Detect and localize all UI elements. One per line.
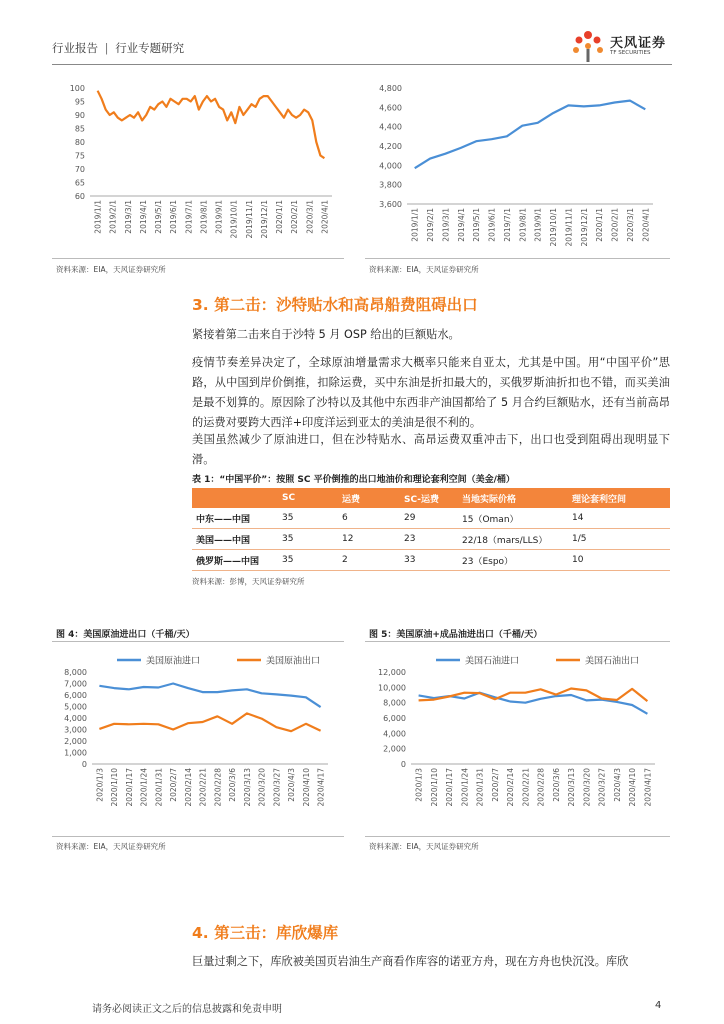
table-cell: 1/5: [568, 529, 670, 550]
x-tick-label: 2020/2/7: [490, 768, 500, 802]
company-logo: [568, 28, 678, 64]
x-tick-label: 2020/1/10: [429, 768, 439, 807]
legend-label: 美国石油进口: [465, 656, 520, 667]
x-tick-label: 2020/1/17: [445, 768, 455, 807]
logo-name-en: TF SECURITIES: [610, 50, 651, 56]
x-tick-label: 2020/1/3: [414, 768, 424, 802]
y-tick-label: 4,000: [64, 714, 87, 723]
logo-name-cn: 天风证券: [610, 36, 667, 51]
header-divider: |: [104, 41, 109, 55]
x-tick-label: 2019/11/1: [244, 200, 254, 239]
table-cell: 中东——中国: [192, 508, 278, 529]
source-note: 资料来源：彭博，天风证券研究所: [192, 577, 305, 586]
x-tick-label: 2020/3/6: [228, 768, 238, 802]
x-tick-label: 2020/2/21: [198, 768, 208, 807]
x-tick-label: 2019/5/1: [472, 208, 482, 242]
source-note: 资料来源：EIA，天风证券研究所: [56, 265, 166, 274]
x-tick-label: 2019/2/1: [426, 208, 436, 242]
x-tick-label: 2019/8/1: [518, 208, 528, 242]
y-tick-label: 70: [74, 165, 85, 174]
x-tick-label: 2020/4/1: [320, 200, 330, 234]
x-tick-label: 2019/3/1: [441, 208, 451, 242]
x-tick-label: 2020/1/31: [154, 768, 164, 807]
header-right: 行业专题研究: [115, 41, 185, 55]
x-tick-label: 2019/9/1: [533, 208, 543, 242]
y-tick-label: 2,000: [383, 744, 406, 754]
y-tick-label: 4,800: [379, 84, 402, 93]
series-line: [99, 684, 320, 708]
x-tick-label: 2020/4/3: [287, 768, 297, 802]
table-row: [192, 529, 670, 550]
x-tick-label: 2020/2/7: [169, 768, 179, 802]
x-tick-label: 2019/10/1: [549, 208, 559, 247]
y-tick-label: 4,000: [383, 729, 406, 739]
series-line: [98, 91, 325, 159]
y-tick-label: 8,000: [64, 668, 87, 677]
header-left: 行业报告: [52, 41, 98, 55]
y-tick-label: 6,000: [64, 691, 87, 700]
series-line: [99, 713, 320, 731]
table-cell: 23（Espo）: [458, 550, 568, 571]
table-row: [192, 550, 670, 571]
separator: [365, 258, 670, 259]
x-tick-label: 2019/6/1: [487, 208, 497, 242]
x-tick-label: 2019/4/1: [456, 208, 466, 242]
y-tick-label: 4,400: [379, 122, 402, 132]
x-tick-label: 2020/4/10: [628, 768, 638, 807]
x-tick-label: 2019/9/1: [214, 200, 224, 234]
x-tick-label: 2020/3/13: [242, 768, 252, 807]
x-tick-label: 2020/1/10: [110, 768, 120, 807]
y-tick-label: 3,800: [379, 180, 402, 190]
col-header: SC-运费: [400, 488, 458, 508]
y-tick-label: 100: [69, 84, 85, 93]
source-note: 资料来源：EIA，天风证券研究所: [369, 842, 479, 851]
y-tick-label: 75: [74, 151, 85, 161]
y-tick-label: 3,000: [64, 725, 87, 735]
chart-fig5: [365, 648, 670, 833]
separator: [365, 641, 670, 642]
x-tick-label: 2019/2/1: [108, 200, 118, 234]
x-tick-label: 2019/12/1: [259, 200, 269, 239]
paragraph: 疫情节奏差异决定了，全球原油增量需求大概率只能来自亚太，尤其是中国。用“中国平价”思路，从中国到岸价倒推，扣除运费，买中东油是折扣最大的，买俄罗斯油折扣也不错，而买美油是最不划算的。原因除了沙特以及其他中东西非产油国都给了 5 月合约巨额贴水，还有当前高昂的运费对要跨大西洋+印度洋运到亚太的美油是很不利的。: [192, 356, 670, 429]
page-number: 4: [655, 1000, 662, 1011]
y-tick-label: 5,000: [64, 702, 87, 712]
figure-title: 图 5：美国原油+成品油进出口（千桶/天）: [369, 630, 543, 640]
paragraph: 紧接着第二击来自于沙特 5 月 OSP 给出的巨额贴水。: [192, 328, 460, 341]
x-tick-label: 2020/3/27: [272, 768, 282, 807]
separator: [52, 641, 344, 642]
y-tick-label: 10,000: [378, 683, 406, 693]
table-cell: 35: [278, 508, 338, 529]
col-header: 当地实际价格: [458, 488, 568, 508]
x-tick-label: 2019/5/1: [154, 200, 164, 234]
chart-top-left: [52, 78, 352, 256]
col-header: 理论套利空间: [568, 488, 670, 508]
col-header: SC: [278, 488, 338, 508]
x-tick-label: 2020/3/1: [625, 208, 635, 242]
arbitrage-table: [192, 488, 670, 571]
series-line: [419, 689, 648, 702]
paragraph: 美国虽然减少了原油进口，但在沙特贴水、高昂运费双重冲击下，出口也受到阻碍出现明显下滑。: [192, 433, 670, 466]
y-tick-label: 60: [74, 192, 85, 201]
x-tick-label: 2019/1/1: [410, 208, 420, 242]
table-cell: 14: [568, 508, 670, 529]
separator: [52, 258, 344, 259]
x-tick-label: 2020/3/20: [257, 768, 267, 807]
figure-title: 图 4：美国原油进出口（千桶/天）: [56, 630, 195, 640]
x-tick-label: 2019/7/1: [502, 208, 512, 242]
x-tick-label: 2019/3/1: [123, 200, 133, 234]
table-cell: 美国——中国: [192, 529, 278, 550]
table-cell: 俄罗斯——中国: [192, 550, 278, 571]
legend-label: 美国原油进口: [146, 656, 201, 667]
y-tick-label: 0: [400, 760, 406, 769]
section-title: 3. 第二击：沙特贴水和高昂船费阻碍出口: [192, 296, 478, 314]
table-cell: 6: [338, 508, 400, 529]
y-tick-label: 3,600: [379, 200, 402, 209]
separator: [52, 836, 344, 837]
report-header: [52, 40, 184, 56]
table-cell: 35: [278, 550, 338, 571]
y-tick-label: 2,000: [64, 737, 87, 746]
y-tick-label: 80: [74, 138, 85, 147]
x-tick-label: 2020/1/1: [595, 208, 605, 242]
y-tick-label: 0: [81, 760, 87, 769]
table-header-row: [192, 488, 670, 508]
table-cell: 35: [278, 529, 338, 550]
y-tick-label: 4,000: [379, 161, 402, 171]
x-tick-label: 2020/2/14: [183, 768, 193, 807]
y-tick-label: 4,200: [379, 142, 402, 151]
x-tick-label: 2020/3/27: [597, 768, 607, 807]
y-tick-label: 1,000: [64, 748, 87, 758]
table-row: [192, 508, 670, 529]
x-tick-label: 2020/3/20: [582, 768, 592, 807]
table-cell: 23: [400, 529, 458, 550]
x-tick-label: 2019/7/1: [184, 200, 194, 234]
chart-top-right: [365, 78, 665, 256]
x-tick-label: 2020/2/1: [290, 200, 300, 234]
x-tick-label: 2020/1/3: [95, 768, 105, 802]
x-tick-label: 2020/4/1: [641, 208, 651, 242]
x-tick-label: 2020/2/21: [521, 768, 531, 807]
x-tick-label: 2019/10/1: [229, 200, 239, 239]
col-header: [192, 488, 278, 508]
y-tick-label: 65: [74, 178, 85, 188]
x-tick-label: 2020/1/31: [475, 768, 485, 807]
table-cell: 22/18（mars/LLS）: [458, 529, 568, 550]
paragraph: 巨量过剩之下，库欣被美国页岩油生产商看作库容的诺亚方舟，现在方舟也快沉没。库欣: [192, 955, 629, 968]
x-tick-label: 2019/11/1: [564, 208, 574, 247]
x-tick-label: 2020/2/14: [506, 768, 516, 807]
x-tick-label: 2019/8/1: [199, 200, 209, 234]
x-tick-label: 2020/1/24: [139, 768, 149, 807]
x-tick-label: 2020/4/10: [301, 768, 311, 807]
y-tick-label: 12,000: [378, 668, 406, 677]
header-rule: [52, 64, 672, 65]
x-tick-label: 2019/12/1: [579, 208, 589, 247]
x-tick-label: 2020/2/28: [536, 768, 546, 807]
logo-mark-icon: [568, 28, 608, 64]
section-title: 4. 第三击：库欣爆库: [192, 924, 339, 942]
x-tick-label: 2020/2/28: [213, 768, 223, 807]
chart-fig4: [52, 648, 347, 833]
legend-label: 美国原油出口: [266, 656, 321, 667]
source-note: 资料来源：EIA，天风证券研究所: [369, 265, 479, 274]
y-tick-label: 85: [74, 124, 85, 134]
legend-label: 美国石油出口: [585, 656, 640, 667]
x-tick-label: 2020/4/17: [643, 768, 653, 807]
separator: [365, 836, 670, 837]
y-tick-label: 8,000: [383, 698, 406, 708]
y-tick-label: 90: [74, 111, 85, 120]
x-tick-label: 2020/3/1: [305, 200, 315, 234]
table-cell: 33: [400, 550, 458, 571]
table-cell: 12: [338, 529, 400, 550]
table-cell: 15（Oman）: [458, 508, 568, 529]
table-cell: 29: [400, 508, 458, 529]
x-tick-label: 2019/4/1: [138, 200, 148, 234]
y-tick-label: 6,000: [383, 714, 406, 723]
table-cell: 2: [338, 550, 400, 571]
y-tick-label: 7,000: [64, 679, 87, 689]
y-tick-label: 95: [74, 97, 85, 107]
table-title: 表 1：“中国平价”：按照 SC 平价倒推的出口地油价和理论套利空间（美金/桶）: [192, 475, 515, 485]
x-tick-label: 2020/1/24: [460, 768, 470, 807]
x-tick-label: 2020/1/1: [275, 200, 285, 234]
source-note: 资料来源：EIA，天风证券研究所: [56, 842, 166, 851]
col-header: 运费: [338, 488, 400, 508]
x-tick-label: 2020/4/17: [316, 768, 326, 807]
x-tick-label: 2019/6/1: [169, 200, 179, 234]
table-cell: 10: [568, 550, 670, 571]
x-tick-label: 2019/1/1: [93, 200, 103, 234]
x-tick-label: 2020/4/3: [612, 768, 622, 802]
series-line: [415, 101, 646, 169]
x-tick-label: 2020/3/13: [567, 768, 577, 807]
footer-disclaimer: 请务必阅读正文之后的信息披露和免责申明: [92, 1004, 282, 1015]
x-tick-label: 2020/1/17: [124, 768, 134, 807]
x-tick-label: 2020/3/6: [551, 768, 561, 802]
x-tick-label: 2020/2/1: [610, 208, 620, 242]
y-tick-label: 4,600: [379, 103, 402, 113]
